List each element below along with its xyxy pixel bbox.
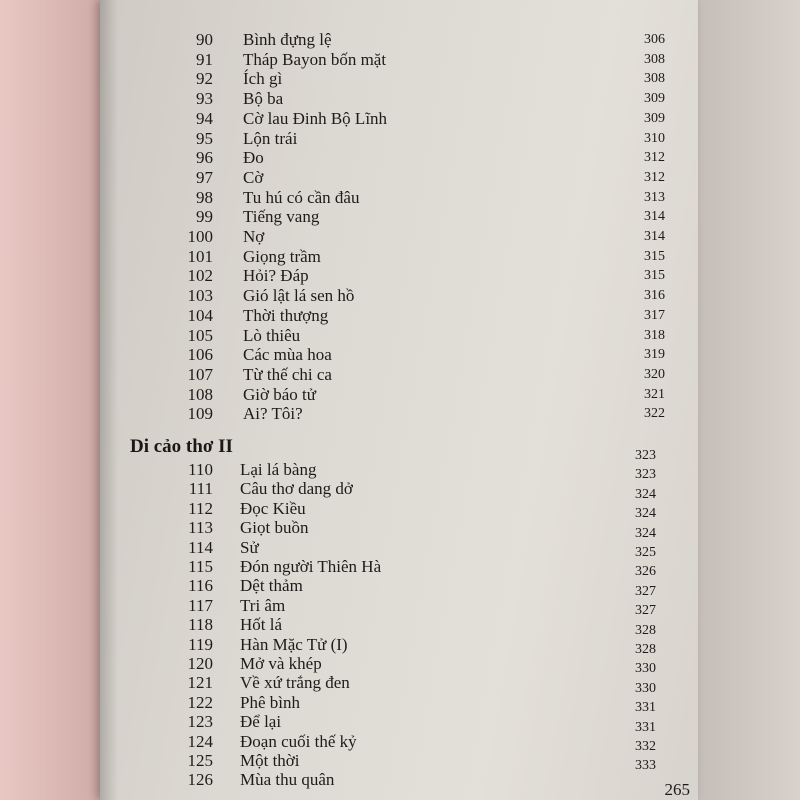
entry-number: 124 — [187, 731, 213, 751]
entry-title: Mùa thu quân — [240, 770, 335, 790]
entry-title: Cờ lau Đinh Bộ Lĩnh — [243, 108, 388, 128]
entry-title: Về xứ trắng đen — [240, 673, 350, 693]
entry-number: 113 — [188, 518, 213, 538]
entry-page-number: 318 — [644, 327, 665, 343]
entry-page-number: 331 — [635, 700, 656, 716]
entry-page-number: 320 — [644, 366, 665, 382]
entry-number: 94 — [196, 108, 213, 128]
entry-number: 105 — [187, 325, 213, 345]
entry-number: 108 — [187, 384, 213, 404]
entry-title: Để lại — [240, 712, 282, 732]
entry-page-number: 315 — [644, 268, 665, 284]
entry-page-number: 323 — [635, 467, 656, 483]
entry-number: 97 — [196, 167, 213, 187]
entry-title: Từ thế chi ca — [243, 364, 332, 384]
entry-number: 107 — [187, 364, 213, 384]
entry-number: 95 — [196, 128, 213, 148]
entry-number: 110 — [188, 460, 213, 479]
entry-page-number: 328 — [635, 622, 656, 638]
entry-title: Tháp Bayon bốn mặt — [243, 49, 387, 69]
entry-page-number: 324 — [635, 525, 656, 541]
entry-page-number: 315 — [644, 248, 665, 264]
entry-number: 119 — [188, 634, 213, 654]
entry-number: 91 — [196, 49, 213, 69]
entry-title: Sử — [240, 537, 259, 557]
entry-page-number: 309 — [644, 110, 665, 126]
entry-page-number: 308 — [644, 71, 665, 87]
entry-title: Giọt buồn — [240, 518, 309, 538]
entry-page-number: 319 — [644, 347, 665, 363]
entry-page-number: 312 — [644, 169, 665, 185]
entry-title: Cờ — [243, 167, 264, 187]
entry-number: 117 — [188, 595, 213, 615]
entry-number: 98 — [196, 187, 213, 207]
entry-number: 103 — [187, 286, 213, 306]
entry-title: Tiếng vang — [243, 207, 320, 227]
entry-title: Lại lá bàng — [240, 460, 317, 479]
entry-title: Hốt lá — [240, 615, 283, 635]
entry-page-number: 317 — [644, 307, 665, 323]
entry-number: 115 — [188, 557, 213, 576]
entry-page-number: 312 — [644, 150, 665, 166]
entry-page-number: 323 — [635, 448, 656, 463]
entry-page-number: 313 — [644, 189, 665, 205]
entry-title: Đọc Kiều — [240, 498, 306, 518]
entry-page-number: 325 — [635, 545, 656, 560]
entry-title: Câu thơ dang dở — [240, 479, 353, 499]
entry-title: Bình đựng lệ — [243, 30, 332, 49]
page-number: 265 — [664, 780, 690, 799]
entry-page-number: 314 — [644, 229, 665, 244]
entry-title: Đoạn cuối thế kỷ — [240, 731, 357, 751]
entry-page-number: 331 — [635, 719, 656, 735]
entry-title: Lộn trái — [243, 128, 298, 148]
entry-title: Hỏi? Đáp — [243, 266, 309, 286]
entry-title: Các mùa hoa — [243, 345, 332, 365]
entry-page-number: 310 — [644, 130, 665, 146]
entry-number: 96 — [196, 148, 213, 168]
entry-page-number: 316 — [644, 288, 665, 304]
entry-title: Đón người Thiên Hà — [240, 557, 382, 576]
background-right — [690, 0, 800, 800]
entry-page-number: 328 — [635, 642, 656, 657]
entry-number: 114 — [188, 537, 213, 557]
entry-title: Gió lật lá sen hồ — [243, 286, 355, 306]
entry-number: 104 — [187, 305, 213, 325]
entry-number: 121 — [187, 673, 213, 693]
entry-title: Một thời — [240, 751, 300, 770]
entry-number: 123 — [187, 712, 213, 732]
entry-number: 120 — [187, 654, 213, 673]
entry-number: 93 — [196, 89, 213, 109]
entry-page-number: 324 — [635, 486, 656, 502]
entry-title: Tu hú có cần đâu — [243, 187, 360, 207]
entry-title: Bộ ba — [243, 89, 284, 109]
entry-page-number: 321 — [644, 386, 665, 402]
section-heading: Di cảo thơ II — [130, 436, 233, 457]
entry-number: 122 — [187, 692, 213, 712]
entry-number: 116 — [188, 576, 213, 596]
entry-title: Giọng trầm — [243, 246, 321, 266]
entry-number: 99 — [196, 207, 213, 227]
entry-page-number: 324 — [635, 506, 656, 522]
entry-title: Nợ — [243, 227, 265, 246]
entry-number: 126 — [187, 770, 213, 790]
entry-number: 118 — [188, 615, 213, 635]
entry-number: 112 — [188, 498, 213, 518]
entry-number: 92 — [196, 69, 213, 89]
entry-page-number: 322 — [644, 406, 665, 422]
entry-page-number: 326 — [635, 564, 656, 580]
entry-title: Giờ báo tử — [243, 384, 316, 404]
entry-title: Phê bình — [240, 692, 300, 712]
entry-title: Ích gì — [243, 69, 283, 89]
entry-title: Thời thượng — [243, 305, 329, 325]
entry-page-number: 330 — [635, 661, 656, 677]
entry-page-number: 327 — [635, 583, 656, 599]
entry-page-number: 308 — [644, 51, 665, 67]
entry-title: Mở và khép — [240, 654, 322, 673]
entry-number: 100 — [187, 227, 213, 246]
entry-page-number: 314 — [644, 209, 665, 225]
entry-title: Ai? Tôi? — [243, 404, 303, 424]
entry-number: 90 — [196, 30, 213, 49]
entry-page-number: 327 — [635, 603, 656, 619]
entry-number: 106 — [187, 345, 213, 365]
entry-number: 111 — [188, 479, 213, 499]
entry-number: 102 — [187, 266, 213, 286]
entry-number: 125 — [187, 751, 213, 770]
entry-page-number: 333 — [635, 758, 656, 774]
entry-page-number: 309 — [644, 91, 665, 107]
entry-title: Hàn Mặc Tử (I) — [240, 634, 348, 654]
entry-title: Đo — [243, 148, 264, 168]
entry-title: Tri âm — [240, 595, 286, 615]
entry-title: Dệt thảm — [240, 576, 303, 596]
entry-number: 101 — [187, 246, 213, 266]
entry-page-number: 330 — [635, 680, 656, 696]
entry-number: 109 — [187, 404, 213, 424]
entry-page-number: 332 — [635, 739, 656, 754]
entry-page-number: 306 — [644, 32, 665, 47]
entry-title: Lò thiêu — [243, 325, 301, 345]
